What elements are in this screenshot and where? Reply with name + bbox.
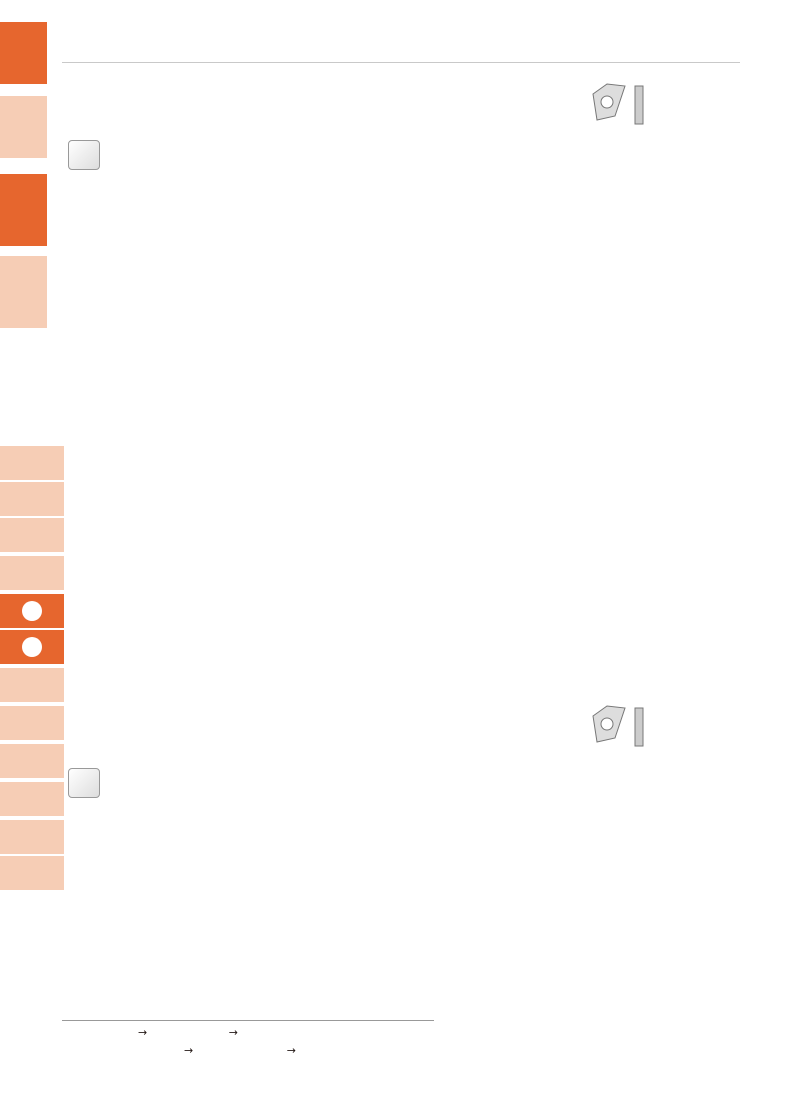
side-tab-negative[interactable] [0, 22, 47, 84]
letter-tab-5[interactable] [0, 630, 64, 664]
rhombus-insert-icon [68, 140, 100, 170]
letter-tab-9[interactable] [0, 782, 64, 816]
reference-pages: → → [138, 1026, 238, 1039]
page-header [62, 38, 80, 60]
letter-tab-8[interactable] [0, 744, 64, 778]
letter-tab-11[interactable] [0, 856, 64, 890]
letter-tab-10[interactable] [0, 820, 64, 854]
letter-tab-6[interactable] [0, 668, 64, 702]
letter-tab-4[interactable] [0, 594, 64, 628]
side-tab-pcd[interactable] [0, 256, 47, 328]
insert-diagram-icon-2 [585, 694, 655, 754]
header-rule [62, 62, 740, 63]
side-tab-positive[interactable] [0, 96, 47, 158]
letter-tab-7[interactable] [0, 706, 64, 740]
letter-tab-0[interactable] [0, 446, 64, 480]
insert-diagram-icon [585, 72, 655, 132]
side-tab-cbn[interactable] [0, 174, 47, 246]
letter-tab-1[interactable] [0, 482, 64, 516]
letter-tab-2[interactable] [0, 518, 64, 552]
rhombus-insert-icon-2 [68, 768, 100, 798]
reference-pages-2: → → [184, 1044, 296, 1057]
letter-tab-3[interactable] [0, 556, 64, 590]
